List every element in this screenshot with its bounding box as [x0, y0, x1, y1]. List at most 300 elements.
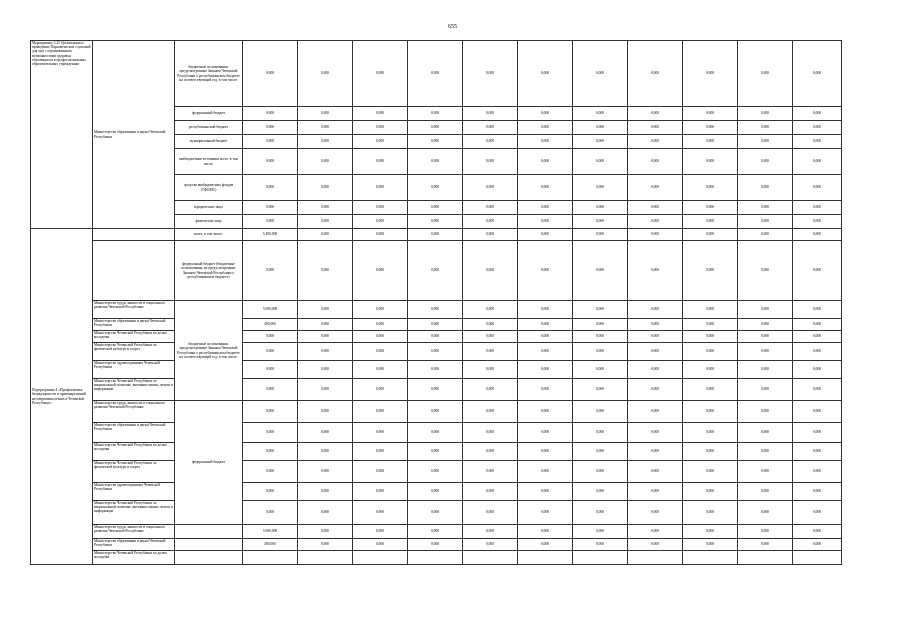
funding-source-cell — [175, 525, 243, 539]
value-cell: 0,000 — [463, 215, 518, 229]
table-row — [31, 551, 842, 565]
value-cell: 0,000 — [573, 379, 628, 401]
value-cell: 0,000 — [573, 41, 628, 107]
value-cell: 0,000 — [243, 401, 298, 423]
value-cell: 0,000 — [738, 343, 793, 361]
value-cell: 0,000 — [353, 361, 408, 379]
value-cell: 0,000 — [738, 401, 793, 423]
value-cell: 0,000 — [683, 215, 738, 229]
value-cell: 0,000 — [628, 501, 683, 525]
value-cell: 0,000 — [518, 331, 573, 343]
value-cell: 0,000 — [573, 501, 628, 525]
value-cell: 0,000 — [298, 379, 353, 401]
value-cell: 0,000 — [408, 201, 463, 215]
value-cell: 0,000 — [353, 501, 408, 525]
value-cell — [793, 551, 842, 565]
value-cell: 0,000 — [518, 229, 573, 241]
funding-source-cell: федеральный бюджет — [175, 107, 243, 121]
value-cell: 0,000 — [793, 379, 842, 401]
value-cell: 0,000 — [518, 149, 573, 175]
value-cell: 0,000 — [408, 215, 463, 229]
value-cell: 0,000 — [298, 361, 353, 379]
value-cell: 0,000 — [628, 539, 683, 551]
value-cell: 0,000 — [573, 201, 628, 215]
value-cell: 0,000 — [628, 401, 683, 423]
table-row — [31, 361, 842, 379]
value-cell: 0,000 — [298, 201, 353, 215]
value-cell: 0,000 — [463, 319, 518, 331]
value-cell: 0,000 — [793, 107, 842, 121]
value-cell: 0,000 — [463, 401, 518, 423]
value-cell: 0,000 — [573, 121, 628, 135]
value-cell: 0,000 — [738, 107, 793, 121]
value-cell: 0,000 — [738, 525, 793, 539]
executor-cell: Министерство образования и науки Чеченской Республики — [93, 41, 175, 229]
value-cell: 0,000 — [628, 229, 683, 241]
value-cell: 0,000 — [628, 483, 683, 501]
value-cell: 0,000 — [738, 229, 793, 241]
value-cell: 0,000 — [298, 401, 353, 423]
value-cell: 0,000 — [738, 423, 793, 443]
value-cell: 0,000 — [738, 483, 793, 501]
executor-cell: Министерство Чеченской Республики по делам молодежи — [93, 551, 175, 565]
value-cell: 0,000 — [683, 201, 738, 215]
value-cell: 0,000 — [683, 539, 738, 551]
value-cell: 0,000 — [683, 443, 738, 461]
value-cell: 0,000 — [353, 401, 408, 423]
value-cell: 0,000 — [738, 241, 793, 301]
value-cell: 0,000 — [738, 379, 793, 401]
value-cell: 0,000 — [793, 361, 842, 379]
budget-table — [30, 40, 842, 565]
value-cell: 0,000 — [243, 135, 298, 149]
subprogram-cell: Подпрограмма 4 «Профилактика безнадзорности и правонарушений несовершеннолетних в Чеченской Республике» — [31, 229, 93, 565]
value-cell: 0,000 — [243, 41, 298, 107]
value-cell: 0,000 — [353, 461, 408, 483]
value-cell: 0,000 — [628, 423, 683, 443]
value-cell — [243, 551, 298, 565]
value-cell: 0,000 — [573, 539, 628, 551]
table-row — [31, 539, 842, 551]
value-cell: 0,000 — [738, 175, 793, 201]
table-row — [31, 401, 842, 423]
value-cell: 0,000 — [353, 423, 408, 443]
value-cell: 0,000 — [573, 215, 628, 229]
value-cell: 0,000 — [243, 241, 298, 301]
value-cell: 0,000 — [683, 107, 738, 121]
value-cell: 0,000 — [298, 41, 353, 107]
table-row — [31, 483, 842, 501]
value-cell: 0,000 — [573, 343, 628, 361]
value-cell: 0,000 — [518, 461, 573, 483]
value-cell: 0,000 — [573, 241, 628, 301]
value-cell: 0,000 — [243, 461, 298, 483]
value-cell: 0,000 — [353, 241, 408, 301]
value-cell: 0,000 — [628, 525, 683, 539]
value-cell: 0,000 — [518, 121, 573, 135]
value-cell: 0,000 — [738, 443, 793, 461]
value-cell: 0,000 — [353, 301, 408, 319]
funding-source-cell: федеральный бюджет — [175, 401, 243, 525]
value-cell: 5 000,000 — [243, 301, 298, 319]
value-cell: 0,000 — [793, 229, 842, 241]
value-cell: 0,000 — [573, 149, 628, 175]
table-row — [31, 301, 842, 319]
value-cell: 0,000 — [628, 107, 683, 121]
value-cell: 0,000 — [518, 301, 573, 319]
value-cell: 0,000 — [683, 331, 738, 343]
value-cell: 0,000 — [298, 525, 353, 539]
value-cell: 0,000 — [573, 175, 628, 201]
value-cell: 0,000 — [793, 401, 842, 423]
value-cell: 0,000 — [463, 41, 518, 107]
value-cell: 0,000 — [518, 423, 573, 443]
value-cell: 0,000 — [628, 361, 683, 379]
value-cell: 0,000 — [463, 525, 518, 539]
value-cell: 0,000 — [628, 135, 683, 149]
value-cell: 0,000 — [243, 379, 298, 401]
table-row — [31, 343, 842, 361]
value-cell: 0,000 — [353, 319, 408, 331]
value-cell: 0,000 — [408, 379, 463, 401]
value-cell: 0,000 — [298, 423, 353, 443]
value-cell: 0,000 — [518, 175, 573, 201]
executor-cell: Министерство образования и науки Чеченской Республики — [93, 423, 175, 443]
value-cell: 0,000 — [683, 361, 738, 379]
value-cell: 0,000 — [353, 121, 408, 135]
value-cell: 0,000 — [518, 135, 573, 149]
value-cell: 0,000 — [793, 461, 842, 483]
value-cell: 0,000 — [353, 135, 408, 149]
value-cell: 0,000 — [738, 301, 793, 319]
value-cell: 0,000 — [628, 379, 683, 401]
value-cell: 0,000 — [408, 135, 463, 149]
value-cell: 0,000 — [518, 401, 573, 423]
value-cell: 0,000 — [408, 107, 463, 121]
value-cell: 0,000 — [353, 379, 408, 401]
value-cell: 0,000 — [243, 107, 298, 121]
value-cell: 0,000 — [298, 107, 353, 121]
value-cell: 0,000 — [408, 241, 463, 301]
funding-source-cell: всего, в том числе: — [175, 229, 243, 241]
value-cell: 0,000 — [298, 135, 353, 149]
value-cell: 0,000 — [793, 423, 842, 443]
value-cell: 0,000 — [408, 361, 463, 379]
value-cell: 0,000 — [463, 501, 518, 525]
value-cell: 0,000 — [243, 149, 298, 175]
funding-source-cell — [175, 539, 243, 551]
value-cell: 0,000 — [463, 443, 518, 461]
value-cell: 0,000 — [793, 331, 842, 343]
value-cell: 0,000 — [683, 401, 738, 423]
funding-source-cell: внебюджетные источники всего, в том числе: — [175, 149, 243, 175]
value-cell: 0,000 — [463, 135, 518, 149]
value-cell: 0,000 — [463, 229, 518, 241]
budget-table-wrapper — [30, 40, 842, 584]
value-cell: 0,000 — [793, 525, 842, 539]
value-cell — [628, 551, 683, 565]
value-cell — [408, 551, 463, 565]
value-cell: 0,000 — [793, 539, 842, 551]
table-row — [31, 379, 842, 401]
value-cell: 0,000 — [463, 343, 518, 361]
value-cell: 0,000 — [408, 501, 463, 525]
value-cell: 0,000 — [408, 319, 463, 331]
value-cell: 0,000 — [408, 149, 463, 175]
table-row — [31, 331, 842, 343]
table-row — [31, 41, 842, 107]
table-row — [31, 229, 842, 241]
value-cell: 0,000 — [463, 539, 518, 551]
value-cell: 0,000 — [518, 215, 573, 229]
value-cell: 0,000 — [518, 201, 573, 215]
value-cell: 0,000 — [738, 215, 793, 229]
table-row — [31, 241, 842, 301]
value-cell: 0,000 — [628, 343, 683, 361]
value-cell: 0,000 — [298, 301, 353, 319]
value-cell: 0,000 — [463, 175, 518, 201]
value-cell: 0,000 — [628, 443, 683, 461]
value-cell: 0,000 — [738, 501, 793, 525]
value-cell: 0,000 — [353, 215, 408, 229]
activity-cell: Мероприятие 3.25 Организация и проведение Парламентских слушаний для лиц с ограниченными возможностями здоровья, обучающихся в профессиональных образовательных учреждениях — [31, 41, 93, 229]
funding-source-cell: бюджетные ассигнования, предусмотренные Законом Чеченской Республики о республиканском бюджете на соответствующий год, в том числе: — [175, 301, 243, 401]
table-row — [31, 319, 842, 331]
value-cell: 0,000 — [243, 343, 298, 361]
table-row — [31, 525, 842, 539]
value-cell: 0,000 — [738, 135, 793, 149]
funding-source-cell: физические лица — [175, 215, 243, 229]
value-cell: 0,000 — [298, 241, 353, 301]
table-row — [31, 461, 842, 483]
value-cell: 0,000 — [353, 343, 408, 361]
table-row — [31, 501, 842, 525]
value-cell: 0,000 — [573, 423, 628, 443]
value-cell: 0,000 — [573, 401, 628, 423]
value-cell: 0,000 — [463, 483, 518, 501]
value-cell: 0,000 — [243, 215, 298, 229]
page-number: 655 — [448, 24, 457, 30]
value-cell: 0,000 — [243, 361, 298, 379]
value-cell: 0,000 — [793, 301, 842, 319]
value-cell: 0,000 — [793, 501, 842, 525]
value-cell: 0,000 — [683, 229, 738, 241]
value-cell: 0,000 — [793, 149, 842, 175]
value-cell: 0,000 — [683, 501, 738, 525]
value-cell — [738, 551, 793, 565]
value-cell: 0,000 — [298, 175, 353, 201]
value-cell: 0,000 — [683, 461, 738, 483]
value-cell: 0,000 — [408, 121, 463, 135]
value-cell: 0,000 — [518, 319, 573, 331]
value-cell: 0,000 — [628, 241, 683, 301]
value-cell: 0,000 — [353, 229, 408, 241]
value-cell: 0,000 — [353, 525, 408, 539]
executor-cell: Министерство Чеченской Республики по национальной политике, внешним связям, печати и информации — [93, 379, 175, 401]
value-cell: 0,000 — [463, 361, 518, 379]
value-cell: 0,000 — [243, 121, 298, 135]
funding-source-cell: республиканский бюджет — [175, 121, 243, 135]
executor-cell: Министерство труда, занятости и социального развития Чеченской Республики — [93, 525, 175, 539]
value-cell: 0,000 — [463, 379, 518, 401]
value-cell: 0,000 — [243, 175, 298, 201]
value-cell: 0,000 — [683, 379, 738, 401]
value-cell — [463, 551, 518, 565]
value-cell: 0,000 — [408, 343, 463, 361]
value-cell: 0,000 — [738, 121, 793, 135]
value-cell: 0,000 — [683, 175, 738, 201]
value-cell: 0,000 — [738, 539, 793, 551]
value-cell: 0,000 — [408, 525, 463, 539]
value-cell: 0,000 — [793, 343, 842, 361]
value-cell: 0,000 — [408, 483, 463, 501]
value-cell: 490,000 — [243, 319, 298, 331]
value-cell: 0,000 — [298, 229, 353, 241]
executor-cell: Министерство труда, занятости и социального развития Чеченской Республики — [93, 401, 175, 423]
value-cell: 0,000 — [683, 483, 738, 501]
value-cell: 0,000 — [628, 201, 683, 215]
value-cell: 0,000 — [518, 539, 573, 551]
value-cell: 0,000 — [518, 343, 573, 361]
value-cell: 0,000 — [463, 423, 518, 443]
value-cell: 0,000 — [628, 175, 683, 201]
value-cell: 0,000 — [298, 483, 353, 501]
value-cell: 0,000 — [463, 241, 518, 301]
value-cell — [683, 551, 738, 565]
value-cell: 0,000 — [683, 301, 738, 319]
value-cell: 490,000 — [243, 539, 298, 551]
value-cell — [518, 551, 573, 565]
value-cell: 0,000 — [573, 301, 628, 319]
value-cell: 0,000 — [408, 423, 463, 443]
value-cell: 0,000 — [628, 461, 683, 483]
value-cell — [353, 551, 408, 565]
value-cell: 0,000 — [518, 483, 573, 501]
value-cell: 0,000 — [628, 41, 683, 107]
value-cell: 0,000 — [793, 175, 842, 201]
value-cell: 0,000 — [628, 301, 683, 319]
executor-cell — [93, 241, 175, 301]
value-cell: 0,000 — [353, 175, 408, 201]
value-cell: 0,000 — [298, 215, 353, 229]
value-cell: 5 490,000 — [243, 229, 298, 241]
value-cell: 0,000 — [298, 343, 353, 361]
value-cell: 0,000 — [353, 201, 408, 215]
value-cell: 0,000 — [683, 135, 738, 149]
budget-table-body — [31, 41, 842, 565]
value-cell: 5 000,000 — [243, 525, 298, 539]
value-cell: 0,000 — [463, 149, 518, 175]
value-cell: 0,000 — [683, 41, 738, 107]
funding-source-cell: средства внебюджетных фондов (ТФОМС) — [175, 175, 243, 201]
value-cell: 0,000 — [298, 319, 353, 331]
executor-cell: Министерство здравоохранения Чеченской Республики — [93, 361, 175, 379]
value-cell: 0,000 — [573, 229, 628, 241]
value-cell: 0,000 — [353, 331, 408, 343]
value-cell: 0,000 — [518, 361, 573, 379]
value-cell: 0,000 — [243, 201, 298, 215]
value-cell: 0,000 — [408, 461, 463, 483]
funding-source-cell: федеральный бюджет (бюджетные ассигнования, не предусмотренные Законом Чеченской Республики о республиканском бюджете) — [175, 241, 243, 301]
value-cell: 0,000 — [408, 539, 463, 551]
value-cell: 0,000 — [738, 319, 793, 331]
executor-cell: Министерство Чеченской Республики по национальной политике, внешним связям, печати и информации — [93, 501, 175, 525]
value-cell: 0,000 — [683, 343, 738, 361]
executor-cell: Министерство образования и науки Чеченской Республики — [93, 539, 175, 551]
value-cell: 0,000 — [243, 423, 298, 443]
value-cell: 0,000 — [793, 215, 842, 229]
value-cell: 0,000 — [353, 149, 408, 175]
executor-cell — [93, 229, 175, 241]
value-cell: 0,000 — [353, 539, 408, 551]
value-cell: 0,000 — [628, 215, 683, 229]
value-cell: 0,000 — [518, 241, 573, 301]
value-cell: 0,000 — [738, 461, 793, 483]
value-cell: 0,000 — [518, 41, 573, 107]
value-cell: 0,000 — [298, 461, 353, 483]
executor-cell: Министерство Чеченской Республики по физической культуре и спорту — [93, 343, 175, 361]
value-cell: 0,000 — [353, 41, 408, 107]
value-cell: 0,000 — [463, 301, 518, 319]
value-cell: 0,000 — [628, 149, 683, 175]
value-cell: 0,000 — [628, 121, 683, 135]
value-cell: 0,000 — [738, 149, 793, 175]
value-cell: 0,000 — [463, 461, 518, 483]
value-cell: 0,000 — [463, 201, 518, 215]
value-cell: 0,000 — [243, 331, 298, 343]
value-cell: 0,000 — [573, 331, 628, 343]
executor-cell: Министерство образования и науки Чеченской Республики — [93, 319, 175, 331]
value-cell: 0,000 — [793, 443, 842, 461]
value-cell: 0,000 — [793, 319, 842, 331]
funding-source-cell: муниципальный бюджет — [175, 135, 243, 149]
value-cell: 0,000 — [353, 483, 408, 501]
value-cell: 0,000 — [353, 107, 408, 121]
value-cell: 0,000 — [793, 201, 842, 215]
value-cell: 0,000 — [463, 331, 518, 343]
value-cell: 0,000 — [408, 401, 463, 423]
value-cell: 0,000 — [408, 41, 463, 107]
value-cell: 0,000 — [683, 319, 738, 331]
value-cell: 0,000 — [573, 483, 628, 501]
value-cell: 0,000 — [573, 319, 628, 331]
table-row — [31, 443, 842, 461]
value-cell: 0,000 — [683, 241, 738, 301]
funding-source-cell — [175, 551, 243, 565]
value-cell: 0,000 — [628, 319, 683, 331]
value-cell: 0,000 — [793, 135, 842, 149]
value-cell: 0,000 — [518, 525, 573, 539]
table-row — [31, 423, 842, 443]
value-cell: 0,000 — [518, 501, 573, 525]
value-cell: 0,000 — [408, 229, 463, 241]
value-cell: 0,000 — [298, 331, 353, 343]
funding-source-cell: юридические лица — [175, 201, 243, 215]
value-cell: 0,000 — [298, 539, 353, 551]
value-cell: 0,000 — [793, 241, 842, 301]
value-cell: 0,000 — [573, 361, 628, 379]
value-cell: 0,000 — [408, 331, 463, 343]
value-cell: 0,000 — [408, 175, 463, 201]
value-cell: 0,000 — [298, 149, 353, 175]
value-cell: 0,000 — [243, 501, 298, 525]
value-cell: 0,000 — [683, 525, 738, 539]
value-cell: 0,000 — [298, 501, 353, 525]
value-cell: 0,000 — [738, 361, 793, 379]
value-cell: 0,000 — [573, 461, 628, 483]
value-cell: 0,000 — [463, 107, 518, 121]
executor-cell: Министерство Чеченской Республики по делам молодежи — [93, 443, 175, 461]
